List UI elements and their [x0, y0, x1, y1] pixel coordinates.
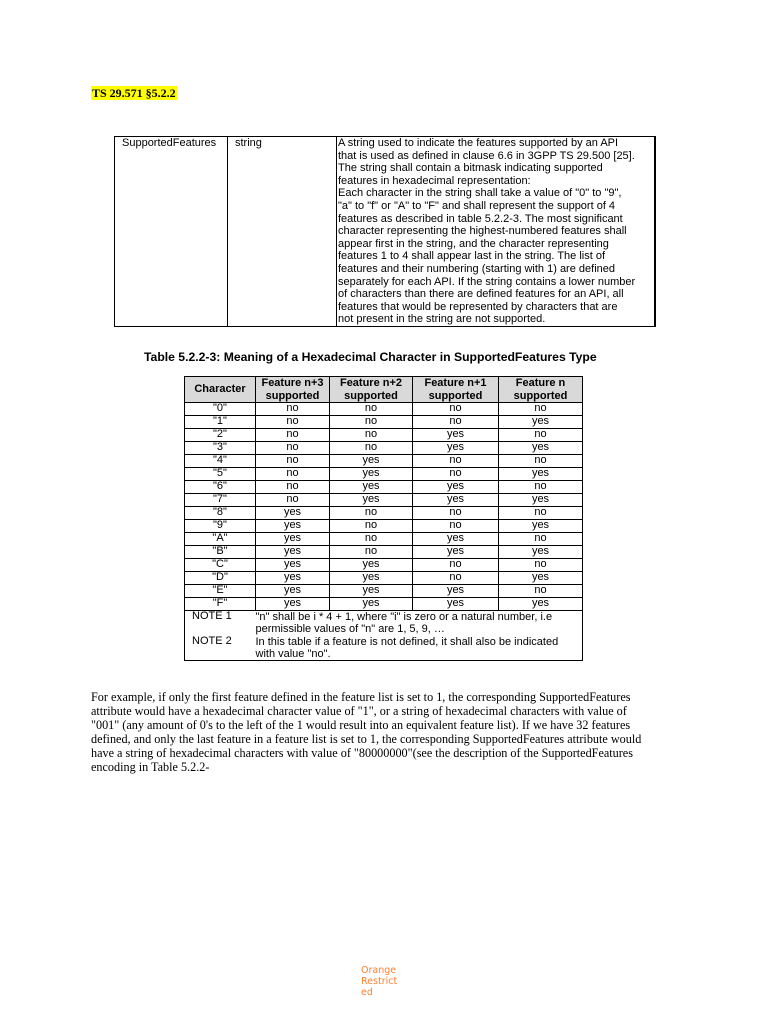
table-row — [185, 585, 583, 598]
table-row — [185, 559, 583, 572]
character-cell: "7" — [185, 494, 256, 507]
hex-character-table — [184, 376, 583, 661]
column-header — [330, 377, 413, 403]
support-cell: yes — [413, 442, 499, 455]
support-cell: yes — [256, 559, 330, 572]
support-cell: yes — [330, 559, 413, 572]
note-text — [256, 611, 583, 636]
support-cell: yes — [256, 598, 330, 611]
column-header-text: supported — [428, 389, 483, 402]
support-cell: no — [499, 533, 583, 546]
support-cell: no — [330, 546, 413, 559]
support-cell: no — [499, 559, 583, 572]
support-cell: no — [413, 468, 499, 481]
table-row — [185, 507, 583, 520]
support-cell: no — [413, 520, 499, 533]
description-line: features in hexadecimal representation: — [338, 174, 531, 187]
support-cell: no — [499, 403, 583, 416]
character-cell: "2" — [185, 429, 256, 442]
description-line: Each character in the string shall take a value of "0" to "9", — [338, 187, 622, 200]
paragraph-line: have a string of hexadecimal characters with value of "80000000"(see the description of the SupportedFeatures — [91, 746, 633, 760]
description-line: features that would be represented by characters that are — [338, 300, 618, 313]
table-caption: Table 5.2.2-3: Meaning of a Hexadecimal Character in SupportedFeatures Type — [144, 350, 597, 364]
description-line: A string used to indicate the features supported by an API — [338, 137, 619, 149]
attribute-description — [337, 137, 655, 327]
support-cell: no — [256, 494, 330, 507]
support-cell: no — [413, 403, 499, 416]
explanation-paragraph — [91, 690, 679, 774]
character-cell: "D" — [185, 572, 256, 585]
column-header-text: Feature n — [515, 377, 566, 389]
table-row — [185, 546, 583, 559]
definition-row — [115, 137, 655, 327]
description-line: The string shall contain a bitmask indicating supported — [338, 162, 603, 175]
character-cell: "1" — [185, 416, 256, 429]
classification-line: Restrict — [361, 976, 398, 987]
support-cell: yes — [413, 598, 499, 611]
table-row — [185, 416, 583, 429]
description-line: separately for each API. If the string contains a lower number — [338, 275, 636, 288]
note-label: NOTE 2 — [185, 636, 256, 661]
note-text-line: "n" shall be i * 4 + 1, where "i" is zero or a natural number, i.e — [255, 611, 553, 623]
column-header — [499, 377, 583, 403]
column-header-text: Feature n+1 — [424, 377, 487, 389]
column-header-text: supported — [513, 389, 568, 402]
support-cell: yes — [330, 455, 413, 468]
note-row — [185, 636, 583, 661]
character-cell: "4" — [185, 455, 256, 468]
column-header-text: Character — [194, 383, 246, 396]
classification-line: ed — [361, 987, 373, 998]
table-row — [185, 481, 583, 494]
table-row — [185, 494, 583, 507]
column-header — [185, 377, 256, 403]
character-cell: "F" — [185, 598, 256, 611]
paragraph-line: "001" (any amount of 0's to the left of the 1 would result into an equivalent feature list). If we have 32 features — [91, 718, 631, 732]
support-cell: yes — [499, 598, 583, 611]
table-row — [185, 403, 583, 416]
paragraph-line: defined, and only the last feature in a feature list is set to 1, the corresponding SupportedFeatures attribute would — [91, 732, 642, 746]
character-cell: "5" — [185, 468, 256, 481]
column-header-text: Feature n+3 — [261, 377, 324, 389]
support-cell: no — [413, 507, 499, 520]
column-header — [413, 377, 499, 403]
attribute-type: string — [228, 137, 337, 327]
support-cell: no — [256, 416, 330, 429]
column-header-text: supported — [265, 389, 320, 402]
column-header — [256, 377, 330, 403]
note-text-line: permissible values of "n" are 1, 5, 9, … — [255, 623, 445, 636]
classification-line: Orange — [361, 965, 397, 976]
support-cell: no — [413, 416, 499, 429]
support-cell: no — [413, 559, 499, 572]
table-row — [185, 442, 583, 455]
support-cell: yes — [413, 429, 499, 442]
support-cell: no — [256, 403, 330, 416]
character-cell: "3" — [185, 442, 256, 455]
support-cell: yes — [413, 546, 499, 559]
support-cell: yes — [413, 585, 499, 598]
description-line: not present in the string are not supported. — [338, 313, 546, 326]
table-row — [185, 429, 583, 442]
support-cell: yes — [413, 533, 499, 546]
support-cell: yes — [413, 481, 499, 494]
support-cell: yes — [256, 572, 330, 585]
support-cell: yes — [330, 572, 413, 585]
paragraph-line: encoding in Table 5.2.2- — [91, 760, 210, 774]
support-cell: no — [330, 520, 413, 533]
character-cell: "A" — [185, 533, 256, 546]
character-cell: "0" — [185, 403, 256, 416]
support-cell: no — [330, 403, 413, 416]
support-cell: yes — [330, 598, 413, 611]
support-cell: yes — [499, 520, 583, 533]
support-cell: yes — [413, 494, 499, 507]
support-cell: no — [256, 455, 330, 468]
support-cell: no — [499, 455, 583, 468]
support-cell: yes — [256, 520, 330, 533]
support-cell: yes — [256, 533, 330, 546]
support-cell: yes — [330, 585, 413, 598]
support-cell: yes — [256, 507, 330, 520]
paragraph-line: For example, if only the first feature defined in the feature list is set to 1, the corresponding SupportedFeatures — [91, 690, 631, 704]
character-cell: "E" — [185, 585, 256, 598]
character-cell: "C" — [185, 559, 256, 572]
definition-table — [114, 136, 656, 327]
attribute-name: SupportedFeatures — [115, 137, 228, 327]
table-row — [185, 572, 583, 585]
support-cell: no — [256, 481, 330, 494]
note-text-line: with value "no". — [255, 647, 331, 660]
support-cell: yes — [499, 572, 583, 585]
description-line: "a" to "f" or "A" to "F" and shall represent the support of 4 — [338, 199, 616, 212]
column-header-text: supported — [344, 389, 398, 402]
support-cell: no — [330, 442, 413, 455]
support-cell: no — [330, 429, 413, 442]
table-row — [185, 598, 583, 611]
note-label: NOTE 1 — [185, 611, 256, 636]
support-cell: no — [499, 429, 583, 442]
note-row — [185, 611, 583, 636]
support-cell: no — [413, 455, 499, 468]
table-row — [185, 455, 583, 468]
note-text-line: In this table if a feature is not defined, it shall also be indicated — [255, 635, 559, 648]
table-row — [185, 533, 583, 546]
support-cell: no — [413, 572, 499, 585]
support-cell: no — [330, 533, 413, 546]
description-line: that is used as defined in clause 6.6 in 3GPP TS 29.500 [25]. — [338, 149, 635, 162]
support-cell: yes — [499, 416, 583, 429]
support-cell: yes — [256, 585, 330, 598]
character-cell: "B" — [185, 546, 256, 559]
support-cell: no — [499, 585, 583, 598]
support-cell: no — [256, 429, 330, 442]
support-cell: yes — [330, 468, 413, 481]
section-heading: TS 29.571 §5.2.2 — [92, 86, 176, 100]
support-cell: yes — [256, 546, 330, 559]
column-header-text: Feature n+2 — [339, 377, 403, 389]
character-cell: "8" — [185, 507, 256, 520]
description-line: features as described in table 5.2.2-3. The most significant — [338, 212, 623, 225]
support-cell: no — [330, 416, 413, 429]
note-text — [256, 636, 583, 661]
table-body — [185, 403, 583, 661]
table-row — [185, 520, 583, 533]
description-lines — [338, 137, 654, 326]
description-line: appear first in the string, and the character representing — [338, 237, 609, 250]
support-cell: no — [499, 481, 583, 494]
paragraph-line: attribute would have a hexadecimal character value of "1", or a string of hexadecimal characters with value of — [91, 704, 627, 718]
table-row — [185, 468, 583, 481]
support-cell: yes — [499, 442, 583, 455]
support-cell: yes — [330, 481, 413, 494]
support-cell: no — [256, 442, 330, 455]
description-line: features and their numbering (starting with 1) are defined — [338, 262, 615, 275]
support-cell: yes — [499, 494, 583, 507]
description-line: features 1 to 4 shall appear last in the string. The list of — [338, 250, 606, 263]
classification-label — [361, 965, 405, 998]
description-line: of characters than there are defined features for an API, all — [338, 288, 624, 301]
support-cell: yes — [499, 468, 583, 481]
support-cell: yes — [499, 546, 583, 559]
support-cell: yes — [330, 494, 413, 507]
support-cell: no — [499, 507, 583, 520]
table-header-row — [185, 377, 583, 403]
description-line: character representing the highest-numbered features shall — [338, 225, 627, 238]
support-cell: no — [330, 507, 413, 520]
support-cell: no — [256, 468, 330, 481]
character-cell: "9" — [185, 520, 256, 533]
character-cell: "6" — [185, 481, 256, 494]
